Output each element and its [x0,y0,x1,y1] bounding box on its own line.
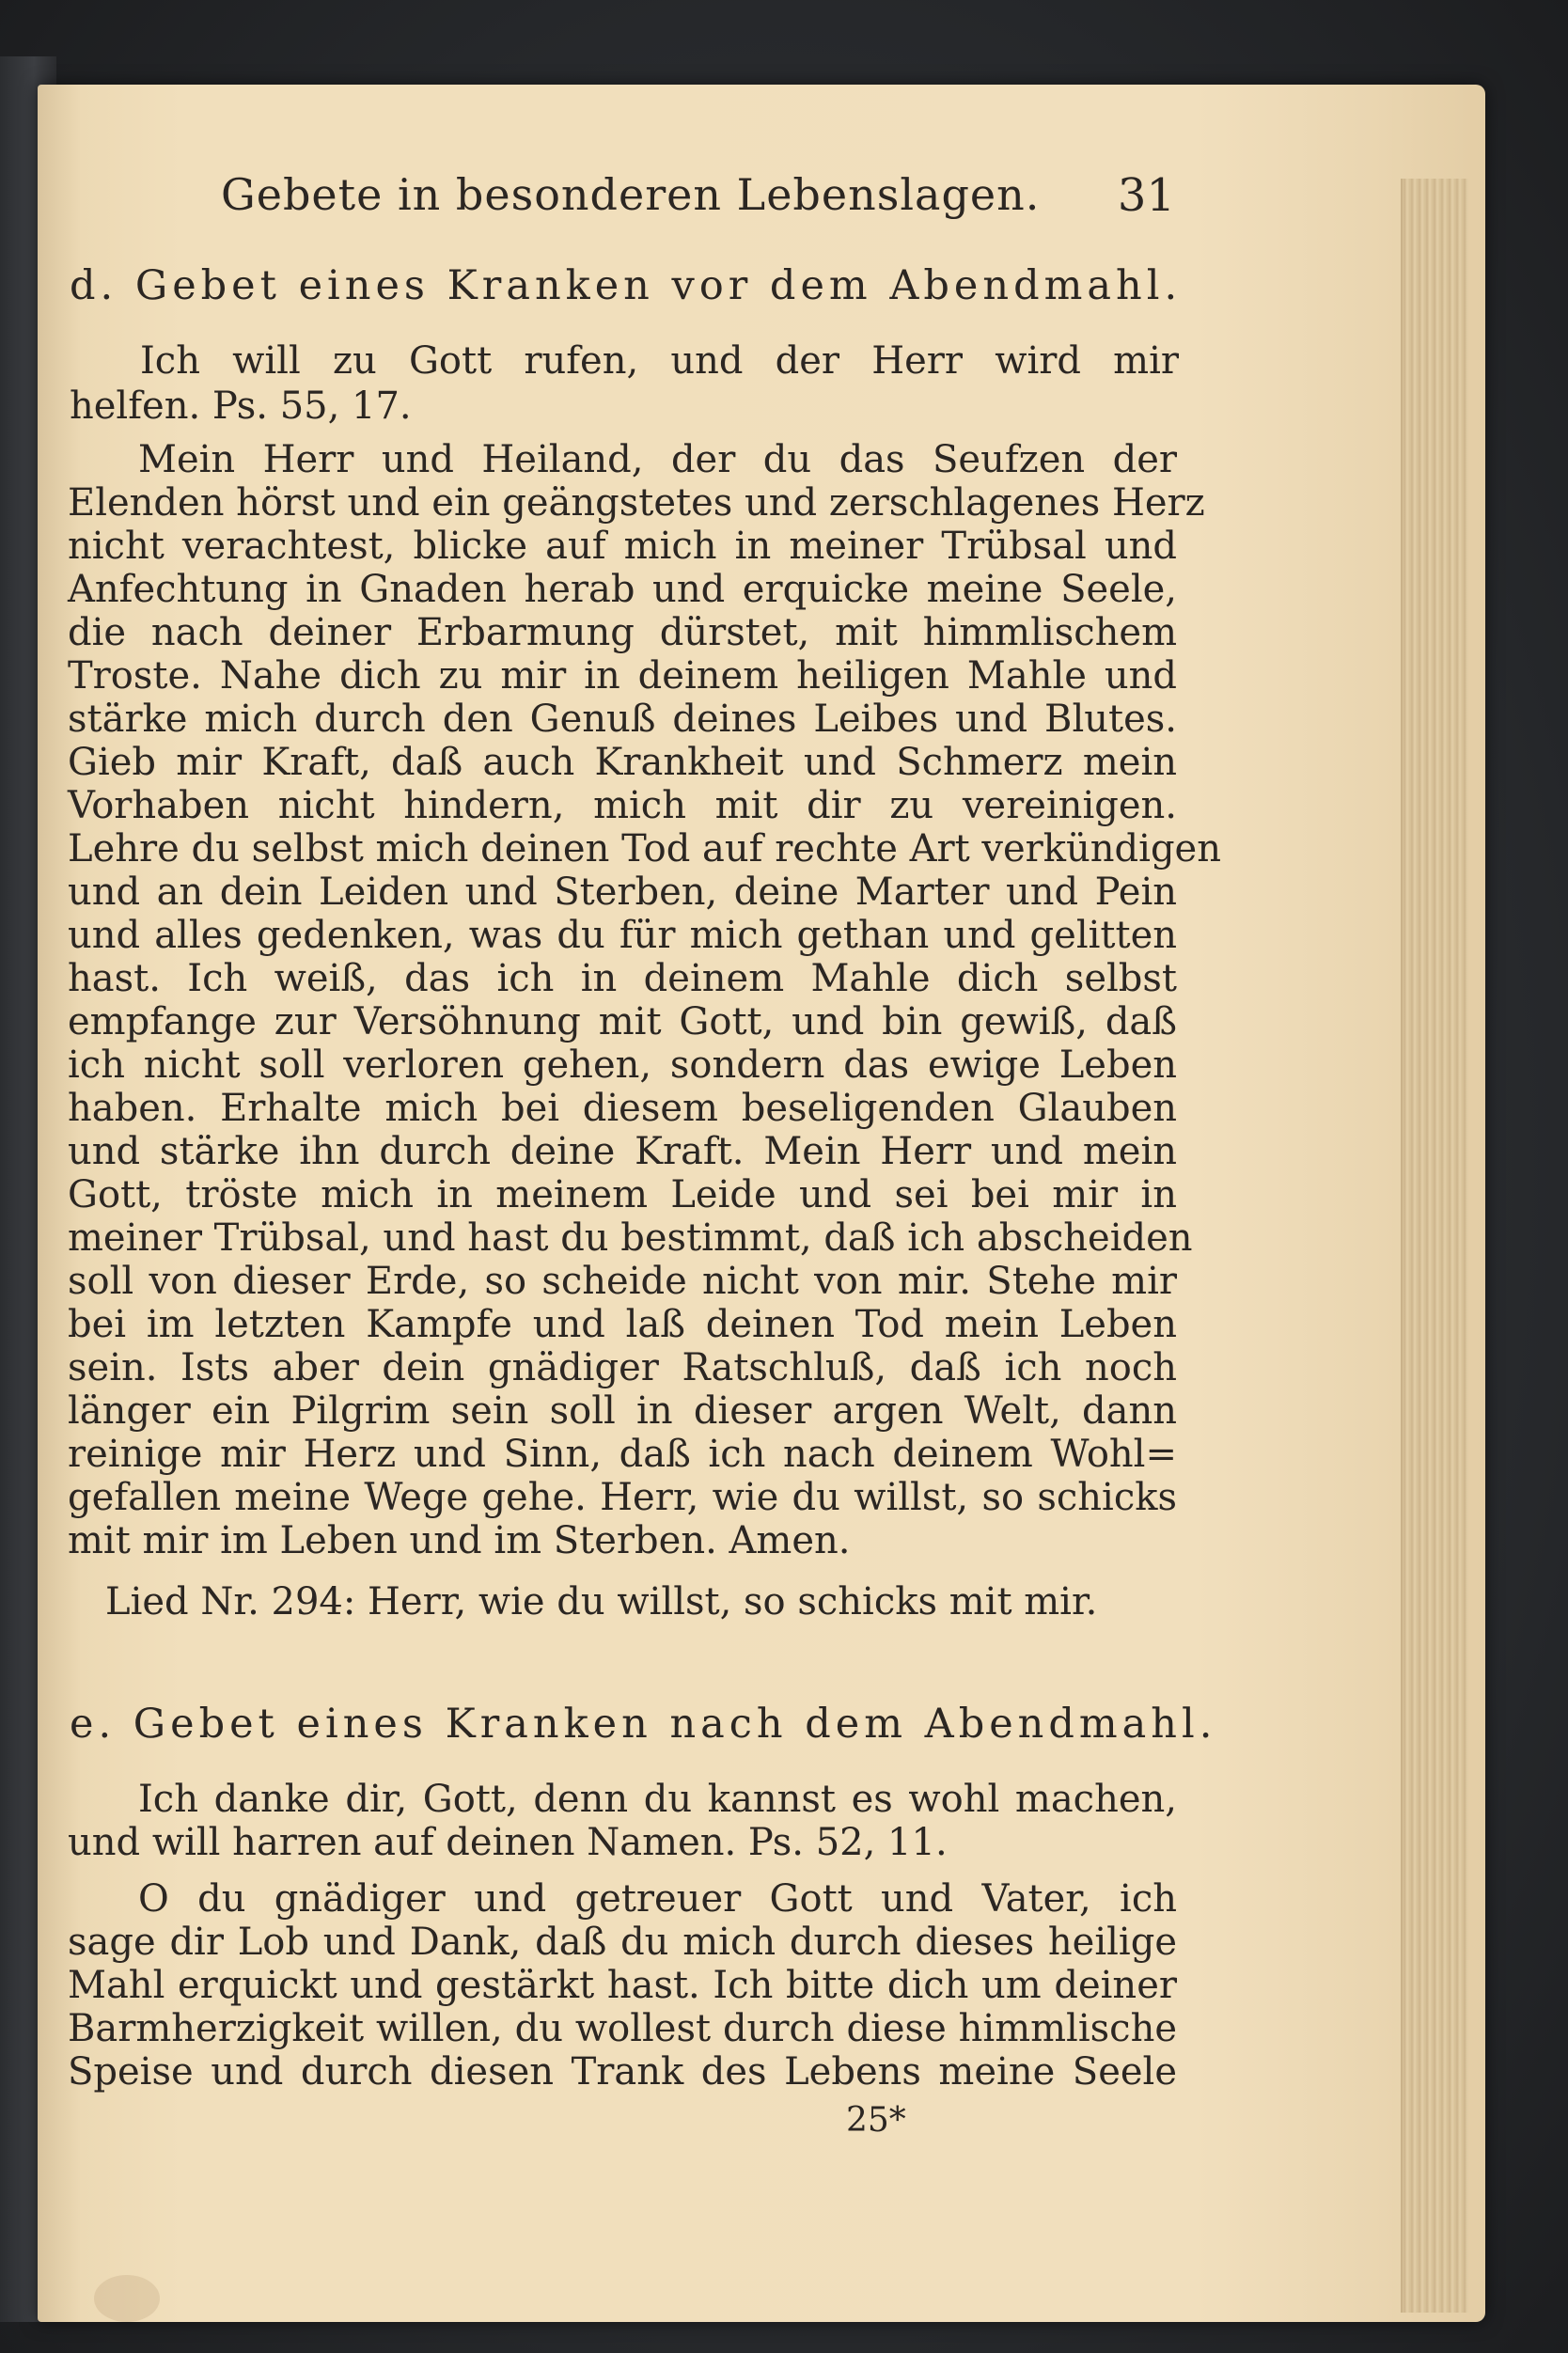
prayer-line: reinige mir Herz und Sinn, daß ich nach deinem Wohl= [68,1433,1177,1476]
prayer-line: stärke mich durch den Genuß deines Leibes und Blutes. [68,698,1177,741]
prayer-line: hast. Ich weiß, das ich in deinem Mahle dich selbst [68,957,1177,1000]
prayer-line: Mahl erquickt und gestärkt hast. Ich bitte dich um deiner [68,1964,1177,2007]
hymn-reference: Lied Nr. 294: Herr, wie du willst, so schicks mit mir. [105,1580,1098,1624]
page-number: 31 [1117,169,1175,222]
prayer-line: nicht verachtest, blicke auf mich in meiner Trübsal und [68,525,1177,568]
prayer-line: die nach deiner Erbarmung dürstet, mit himmlischem [68,611,1177,654]
motto-line: und will harren auf deinen Namen. Ps. 52, 11. [68,1821,948,1864]
prayer-line: bei im letzten Kampfe und laß deinen Tod mein Leben [68,1303,1177,1346]
prayer-line: Lehre du selbst mich deinen Tod auf rechte Art verkündigen [68,827,1221,871]
prayer-line: Troste. Nahe dich zu mir in deinem heiligen Mahle und [68,654,1177,698]
prayer-line: meiner Trübsal, und hast du bestimmt, daß ich abscheiden [68,1216,1193,1260]
running-header [150,169,1184,235]
prayer-line: O du gnädiger und getreuer Gott und Vater, ich [138,1877,1177,1921]
prayer-line: Barmherzigkeit willen, du wollest durch diese himmlische [68,2007,1177,2050]
prayer-line: und stärke ihn durch deine Kraft. Mein Herr und mein [68,1130,1177,1173]
prayer-line: mit mir im Leben und im Sterben. Amen. [68,1519,851,1562]
prayer-line: Elenden hörst und ein geängstetes und zerschlagenes Herz [68,481,1205,525]
prayer-line: Anfechtung in Gnaden herab und erquicke meine Seele, [68,568,1177,611]
section-heading-e: e. Gebet eines Kranken nach dem Abendmahl. [70,1701,1217,1748]
page-edges [1401,179,1468,2313]
prayer-line: Gott, tröste mich in meinem Leide und sei bei mir in [68,1173,1177,1216]
motto-line: helfen. Ps. 55, 17. [70,384,412,428]
motto-line: Ich danke dir, Gott, denn du kannst es wohl machen, [138,1778,1177,1821]
prayer-line: Gieb mir Kraft, daß auch Krankheit und Schmerz mein [68,741,1177,784]
prayer-line: Mein Herr und Heiland, der du das Seufzen der [138,438,1177,481]
prayer-line: gefallen meine Wege gehe. Herr, wie du willst, so schicks [68,1476,1177,1519]
section-heading-d: d. Gebet eines Kranken vor dem Abendmahl. [70,262,1183,309]
prayer-line: Vorhaben nicht hindern, mich mit dir zu vereinigen. [68,784,1177,827]
motto-line: Ich will zu Gott rufen, und der Herr wird mir [140,339,1179,383]
prayer-line: empfange zur Versöhnung mit Gott, und bin gewiß, daß [68,1000,1177,1043]
prayer-line: und alles gedenken, was du für mich gethan und gelitten [68,914,1177,957]
prayer-line: haben. Erhalte mich bei diesem beseligenden Glauben [68,1087,1177,1130]
prayer-line: soll von dieser Erde, so scheide nicht von mir. Stehe mir [68,1260,1177,1303]
prayer-line: sein. Ists aber dein gnädiger Ratschluß, daß ich noch [68,1346,1177,1389]
prayer-line: ich nicht soll verloren gehen, sondern das ewige Leben [68,1043,1177,1087]
prayer-line: und an dein Leiden und Sterben, deine Marter und Pein [68,871,1177,914]
paper-stain [94,2275,160,2322]
running-title: Gebete in besonderen Lebenslagen. [221,169,1041,220]
signature-mark: 25* [846,2101,906,2140]
prayer-line: sage dir Lob und Dank, daß du mich durch dieses heilige [68,1921,1177,1964]
prayer-line: länger ein Pilgrim sein soll in dieser argen Welt, dann [68,1389,1177,1433]
prayer-line: Speise und durch diesen Trank des Lebens meine Seele [68,2050,1177,2094]
